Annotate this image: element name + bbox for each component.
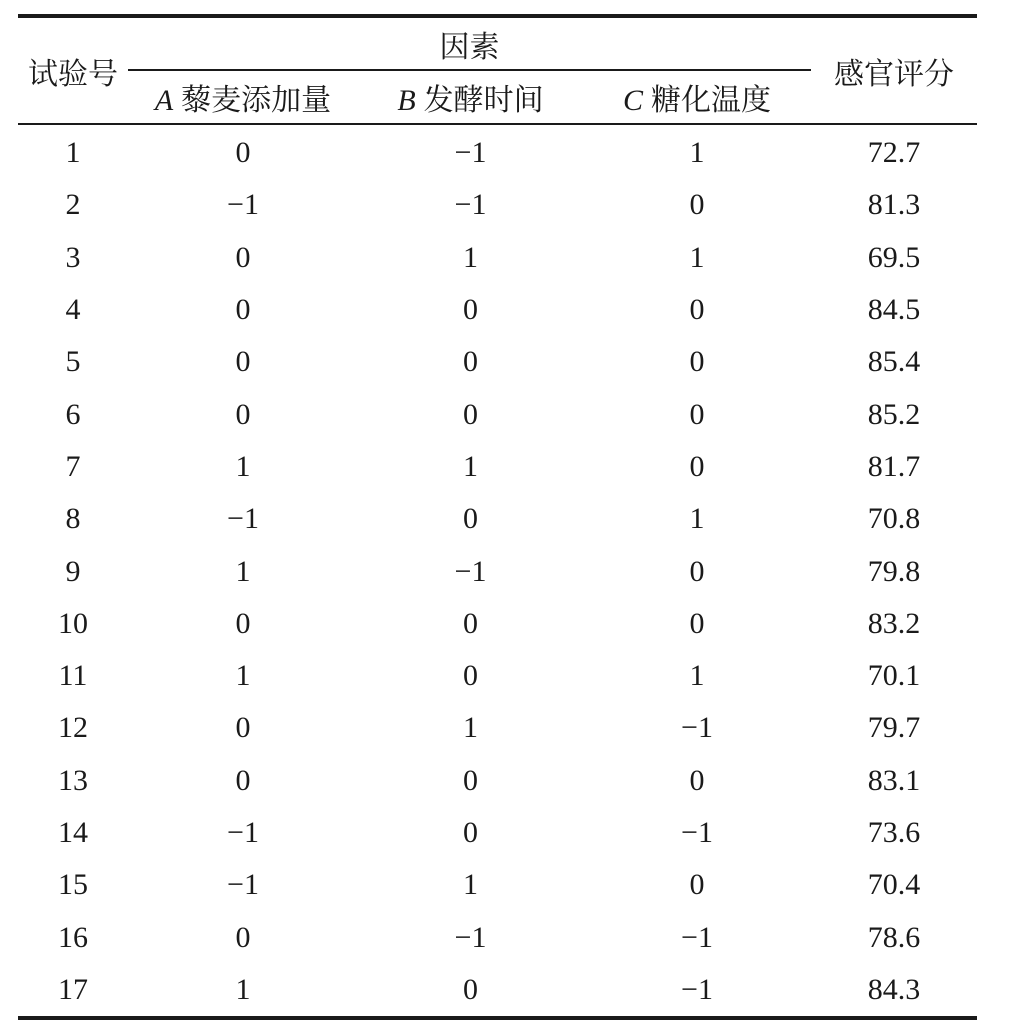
cell-factor-b: −1 (454, 188, 487, 222)
cell-trial-no: 3 (65, 240, 81, 274)
cell-trial-no: 8 (65, 502, 81, 536)
cell-factor-a: −1 (227, 816, 259, 849)
cell-trial-no: 16 (58, 920, 88, 954)
header-factor-b (358, 70, 583, 124)
cell-factor-c: 1 (689, 659, 705, 693)
cell-factor-c: 0 (689, 293, 705, 327)
table-row (18, 964, 977, 1018)
cell-factor-c: 0 (689, 397, 705, 431)
cell-score: 70.1 (867, 659, 921, 693)
cell-score: 85.2 (867, 397, 921, 431)
cell-factor-b: 1 (463, 240, 478, 274)
cell-score: 69.5 (867, 240, 921, 274)
cell-score: 84.3 (811, 964, 977, 1018)
cell-factor-b: 0 (463, 763, 478, 797)
cell-factor-b: 0 (463, 397, 478, 431)
cell-factor-a: 0 (235, 293, 251, 327)
table-row (18, 702, 977, 754)
factor-c-letter: C (622, 84, 643, 117)
header-trial-no: 试验号 (18, 16, 128, 124)
table-row (18, 124, 977, 179)
cell-factor-a: 0 (235, 345, 251, 379)
cell-factor-a: 1 (235, 659, 251, 693)
cell-factor-b: 1 (463, 449, 478, 483)
factor-b-letter: B (397, 84, 416, 117)
factor-a-letter: A (154, 84, 174, 117)
cell-factor-c: 0 (689, 763, 705, 797)
cell-factor-c: −1 (681, 711, 713, 745)
cell-factor-c: 0 (689, 606, 705, 640)
cell-factor-b: −1 (454, 920, 487, 954)
table-row (18, 598, 977, 650)
cell-factor-a: 1 (128, 964, 358, 1018)
cell-factor-b: 0 (358, 964, 583, 1018)
cell-factor-a: −1 (227, 868, 259, 902)
cell-trial-no: 11 (58, 659, 88, 693)
header-factor-c (583, 70, 811, 124)
cell-trial-no: 14 (58, 816, 88, 849)
cell-factor-c: 0 (689, 868, 705, 902)
cell-factor-a: −1 (227, 188, 259, 222)
cell-score: 83.1 (867, 763, 921, 797)
table-header (18, 16, 977, 124)
cell-trial-no: 1 (65, 136, 81, 170)
cell-trial-no: 2 (65, 188, 81, 222)
cell-factor-b: 0 (463, 502, 478, 536)
cell-trial-no: 7 (65, 449, 81, 483)
cell-factor-a: 1 (235, 554, 251, 588)
cell-factor-a: 0 (235, 711, 251, 745)
cell-factor-a: 0 (235, 606, 251, 640)
results-table-container (18, 14, 977, 1020)
cell-score: 81.3 (867, 188, 921, 222)
cell-score: 79.8 (867, 554, 921, 588)
table-row (18, 807, 977, 859)
cell-factor-c: −1 (583, 964, 811, 1018)
cell-factor-c: −1 (681, 920, 713, 954)
cell-factor-a: 0 (235, 136, 251, 170)
cell-trial-no: 17 (18, 964, 128, 1018)
table-row (18, 650, 977, 702)
cell-factor-b: −1 (454, 136, 487, 170)
cell-score: 79.7 (867, 711, 921, 745)
cell-factor-a: 0 (235, 240, 251, 274)
cell-factor-a: 1 (235, 449, 251, 483)
cell-factor-b: 0 (463, 345, 478, 379)
cell-trial-no: 6 (65, 397, 81, 431)
cell-factor-b: 1 (463, 711, 478, 745)
cell-factor-b: 1 (463, 868, 478, 902)
cell-factor-c: −1 (681, 816, 713, 849)
cell-factor-c: 1 (689, 502, 705, 536)
cell-factor-b: −1 (454, 554, 487, 588)
table-row (18, 755, 977, 807)
table-row (18, 545, 977, 597)
cell-score: 81.7 (867, 449, 921, 483)
cell-factor-c: 0 (689, 345, 705, 379)
table-row (18, 232, 977, 284)
cell-score: 78.6 (867, 920, 921, 954)
cell-factor-b: 0 (463, 606, 478, 640)
cell-factor-c: 1 (689, 240, 705, 274)
table-row (18, 336, 977, 388)
cell-trial-no: 4 (65, 293, 81, 327)
cell-trial-no: 5 (65, 345, 81, 379)
cell-score: 70.8 (867, 502, 921, 536)
cell-factor-c: 0 (689, 554, 705, 588)
table-row (18, 911, 977, 963)
cell-score: 85.4 (867, 345, 921, 379)
factor-c-name: 糖化温度 (651, 84, 771, 117)
cell-score: 72.7 (867, 136, 921, 170)
table-row (18, 441, 977, 493)
cell-factor-a: 0 (235, 397, 251, 431)
header-factors-group: 因素 (128, 16, 811, 70)
cell-trial-no: 10 (58, 606, 88, 640)
cell-score: 73.6 (867, 816, 921, 849)
cell-factor-c: 1 (689, 136, 705, 170)
cell-factor-a: 0 (235, 763, 251, 797)
table-row (18, 859, 977, 911)
cell-trial-no: 15 (58, 868, 88, 902)
table-row (18, 493, 977, 545)
table-row (18, 388, 977, 440)
cell-trial-no: 12 (58, 711, 88, 745)
cell-score: 70.4 (867, 868, 921, 902)
header-factor-a (128, 70, 358, 124)
table-row (18, 284, 977, 336)
factor-b-name: 发酵时间 (423, 84, 544, 117)
header-sensory-score: 感官评分 (811, 16, 977, 124)
cell-factor-b: 0 (463, 816, 478, 849)
cell-trial-no: 9 (65, 554, 81, 588)
cell-factor-a: −1 (227, 502, 259, 536)
cell-score: 83.2 (867, 606, 921, 640)
cell-factor-c: 0 (689, 188, 705, 222)
cell-factor-a: 0 (235, 920, 251, 954)
table-row (18, 179, 977, 231)
cell-factor-b: 0 (463, 293, 478, 327)
cell-score: 84.5 (867, 293, 921, 327)
table-body (18, 124, 977, 1018)
cell-factor-c: 0 (689, 449, 705, 483)
cell-factor-b: 0 (463, 659, 478, 693)
factor-a-name: 藜麦添加量 (181, 84, 332, 117)
cell-trial-no: 13 (58, 763, 88, 797)
results-table (18, 14, 977, 1020)
